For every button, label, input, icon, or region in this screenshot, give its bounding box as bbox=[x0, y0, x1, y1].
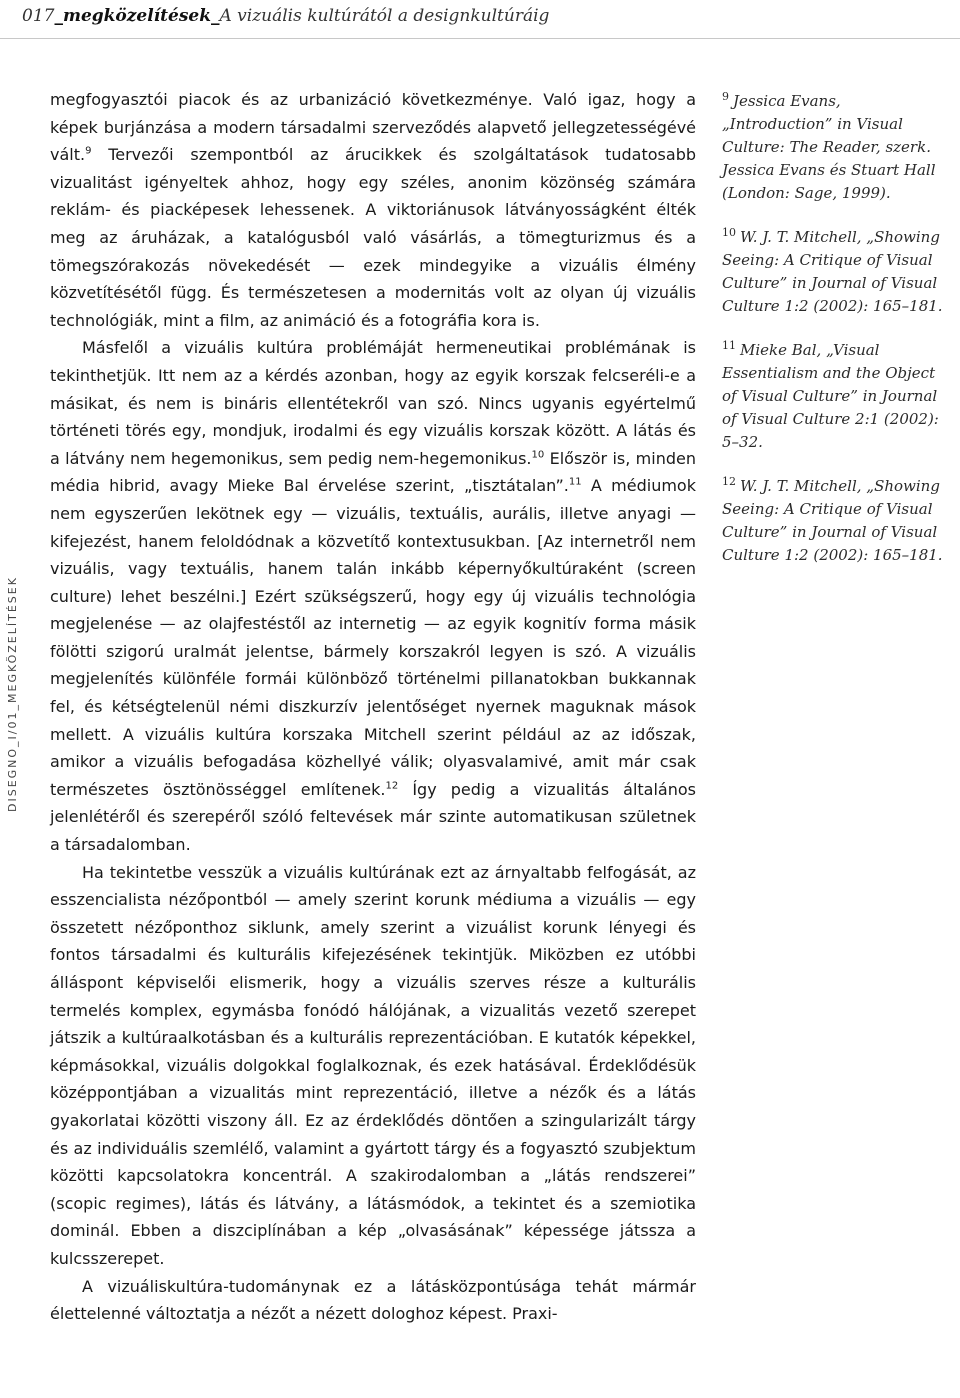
paragraph-text: megfogyasztói piacok és az urbanizáció következménye. Való igaz, hogy a képek burjánzása a modern társadalmi szerveződés alapvető jellegzetességévé vált. bbox=[50, 90, 696, 165]
paragraph-text: Így pedig a vizualitás általános jelenlétéről és szerepéről szóló feltevések már szinte automatikusan születnek a társadalomban. bbox=[50, 779, 697, 855]
footnote-ref-12[interactable]: 12 bbox=[385, 780, 399, 792]
header-divider bbox=[0, 38, 960, 39]
footnote-11 bbox=[722, 339, 954, 454]
paragraph-4: A vizuáliskultúra-tudománynak ez a látásközpontúsága tehát mármár élettelenné változtatja a nézőt a nézett dologhoz képest. Praxi- bbox=[50, 1276, 696, 1324]
footnote-ref-10[interactable]: 10 bbox=[531, 449, 545, 461]
body-text bbox=[50, 86, 696, 1328]
footnote-12 bbox=[722, 475, 954, 567]
footnote-text: W. J. T. Mitchell, „Showing Seeing: A Critique of Visual Culture” in Journal of Visual Culture 1:2 (2002): 165–181. bbox=[722, 477, 943, 564]
article-title: A vizuális kultúrától a designkultúráig bbox=[219, 6, 550, 26]
footnotes-column bbox=[722, 90, 954, 588]
footnote-ref-9[interactable]: 9 bbox=[85, 145, 92, 157]
paragraph-text: Másfelől a vizuális kultúra problémáját hermeneutikai problémának is tekinthetjük. Itt nem az a kérdés azonban, hogy az egyik korszak felcseréli-e a másikat, és nem is bináris ellentétekről van szó. Nincs ugyanis egyértelmű történeti törés egy, mondjuk, irodalmi és egy vizuális korszak között. A látás és a látvány nem hegemonikus, sem pedig nem-hegemonikus. bbox=[50, 338, 696, 468]
running-header: 017_megközelítések_A vizuális kultúrától a designkultúráig bbox=[22, 6, 550, 26]
footnote-number: 12 bbox=[722, 475, 736, 488]
footnote-text: Mieke Bal, „Visual Essentialism and the Object of Visual Culture” in Journal of Visual Culture 2:1 (2002): 5–32. bbox=[722, 341, 939, 451]
paragraph-2 bbox=[50, 334, 696, 858]
footnote-number: 10 bbox=[722, 226, 736, 239]
footnote-10 bbox=[722, 226, 954, 318]
side-label-text: DISEGNO_I/01_MEGKÖZELÍTÉSEK bbox=[6, 576, 19, 812]
footnote-text: Jessica Evans, „Introduction” in Visual Culture: The Reader, szerk. Jessica Evans és Stuart Hall (London: Sage, 1999). bbox=[722, 92, 936, 202]
footnote-number: 11 bbox=[722, 339, 736, 352]
section-name: megközelítések bbox=[62, 6, 211, 26]
footnote-9 bbox=[722, 90, 954, 205]
page-number: 017 bbox=[22, 6, 55, 26]
paragraph-text: A médiumok nem egyszerűen lekötnek egy — vizuális, textuális, aurális, illetve anyagi — kifejezést, hanem feloldódnak a közvetítő kontextusukban. [Az internetről nem vizuális, vagy textuális, hanem talán inkább képernyőkultúraként (screen culture) lehet beszélni.] Ezért szükségszerű, hogy egy új vizuális technológia megjelenése — az olajfestéstől az internetig — az egyik kognitív forma másik fölötti szigorú uralmát jelentse, bármely korszakról legyen is szó. A vizuális megjelenítés különféle formái különböző történelmi pillanatokban bukkannak fel, és kétségtelenül némi diszkurzív jelentőséget nyernek maguknak mások mellett. A vizuális kultúra korszaka Mitchell szerint például az az időszak, amikor a vizuális befogadása közhellyé válik; olyasvalamivé, amit már csak természetes ösztönösséggel említenek. bbox=[50, 476, 696, 799]
paragraph-text: Először is, minden média hibrid, avagy Mieke Bal érvelése szerint, „tisztátalan”. bbox=[50, 448, 696, 496]
footnote-ref-11[interactable]: 11 bbox=[568, 476, 582, 488]
paragraph-1 bbox=[50, 86, 696, 334]
footnote-text: W. J. T. Mitchell, „Showing Seeing: A Critique of Visual Culture” in Journal of Visual Culture 1:2 (2002): 165–181. bbox=[722, 228, 943, 315]
paragraph-text: Tervezői szempontból az árucikkek és szolgáltatások tudatosabb vizualitást igényeltek ahhoz, hogy egy széles, anonim közönség számára reklám- és piacképesek lehessenek. A viktoriánusok látványosságként élték meg az áruházak, a katalógusból való vásárlás, a tömegturizmus és a tömegszórakozás növekedését — ezek mindegyike a vizuális élmény közvetítésétől függ. És természetesen a modernitás volt az olyan új vizuális technológiák, mint a film, az animáció és a fotográfia kora is. bbox=[50, 145, 696, 330]
paragraph-3: Ha tekintetbe vesszük a vizuális kultúrának ezt az árnyaltabb felfogását, az esszencialista nézőpontból — amely szerint korunk médiuma a vizuális — egy összetett nézőponthoz siklunk, amely szerint a vizuálist korunk lényegi és fontos társadalmi és kulturális kifejezésének tekintjük. Miközben ez utóbbi álláspont képviselői elismerik, hogy a vizuális szerves része a kulturális termelés komplex, egymásba fonódó hálójának, a vizualitás vezető szerepet játszik a kultúraalkotásban és a kulturális reprezentációban. E kutatók képekkel, képmásokkal, vizuális dolgokkal foglalkoznak, és ezek hatásával. Érdeklődésük középpontjában a vizualitás mint reprezentáció, illetve a nézők és a látás gyakorlatai közötti viszony áll. Ez az érdeklődés döntően a szingularizált tárgy és az individuális szemlélő, valamint a gyártott tárgy és a fogyasztó szubjektum közötti kapcsolatokra koncentrál. A szakirodalomban a „látás rendszerei” (scopic regimes), látás és látvány, a látásmódok, a tekintet és a szemiotika dominál. Ebben a diszciplínában a kép „olvasásának” képessége játssza a kulcsszerepet. bbox=[50, 862, 696, 1268]
footnote-number: 9 bbox=[722, 90, 729, 103]
